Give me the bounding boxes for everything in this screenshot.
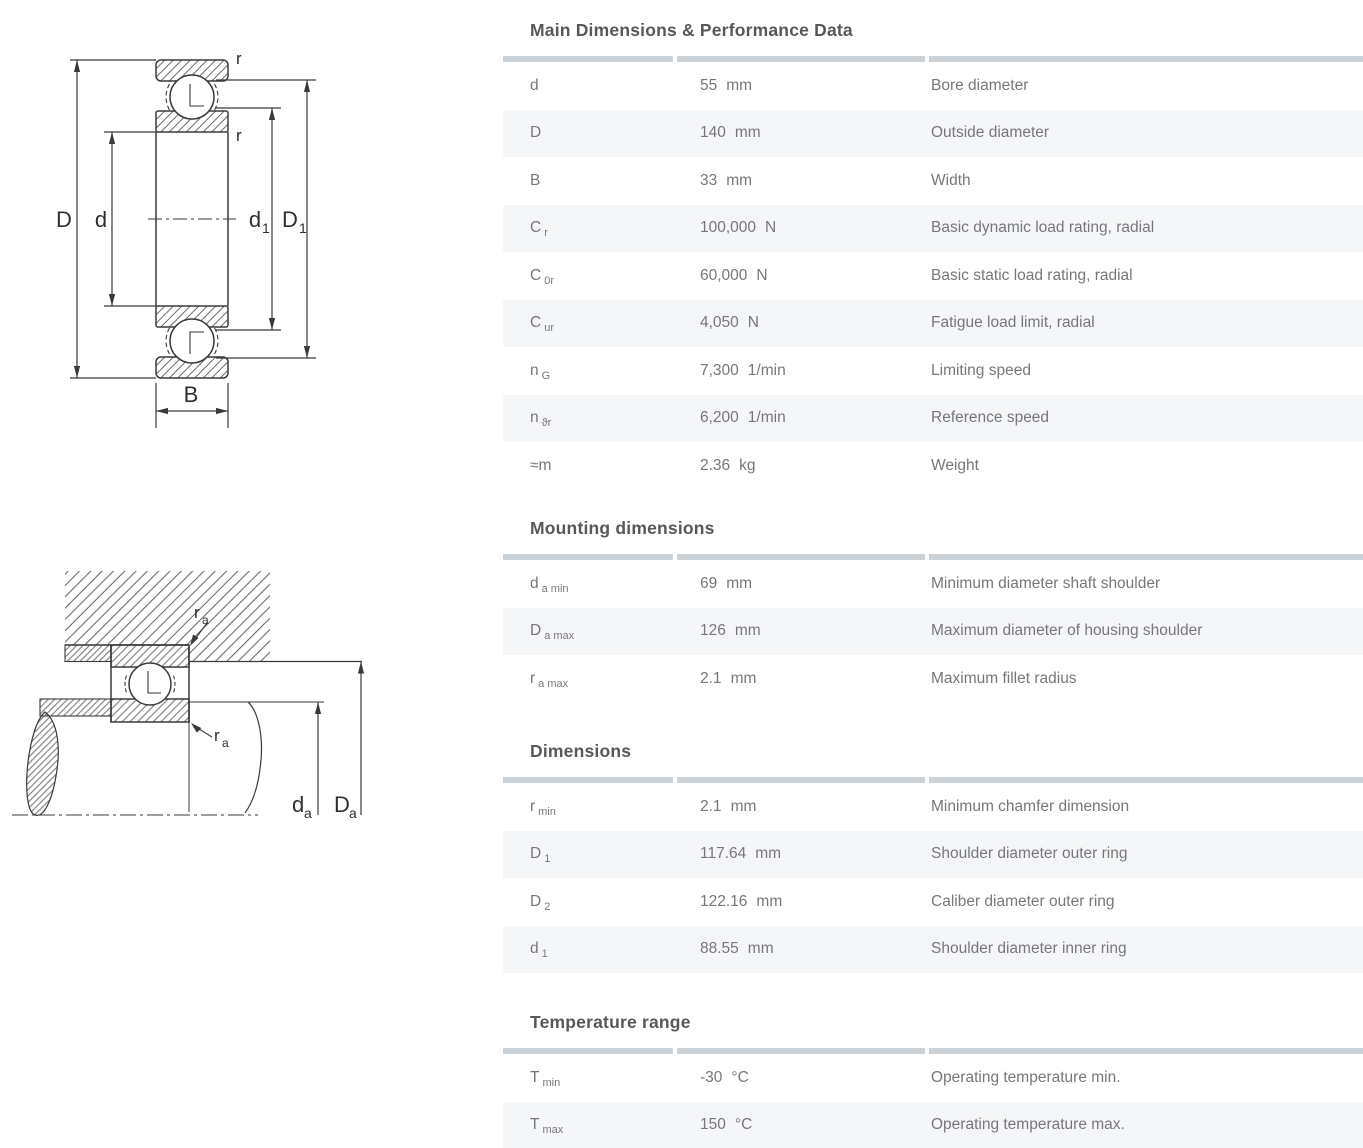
spec-symbol: d $_{a min}$ [530,574,569,595]
spec-description: Reference speed [931,409,1050,427]
spec-description: Weight [931,456,979,474]
header-bar-segment [677,554,925,560]
spec-row [503,300,1363,348]
spec-row [503,395,1363,443]
spec-symbol: C $_{ur}$ [530,314,554,335]
spec-description: Bore diameter [931,76,1029,94]
spec-symbol: C $_{0r}$ [530,266,554,287]
spec-value: 88.55 mm [700,940,774,958]
dim-label-d1: d [248,207,262,232]
spec-row [503,252,1363,300]
spec-description: Basic dynamic load rating, radial [931,219,1155,237]
dim-label-da-sub: a [304,805,312,821]
dim-label-D: D [56,207,72,232]
dim-label-d: d [94,207,108,232]
spec-value: 117.64 mm [700,845,782,863]
spec-row [503,655,1363,703]
section-title: Temperature range [530,1012,691,1032]
spec-symbol: r $_{min}$ [530,797,556,818]
table-header-bar [503,554,1363,560]
spec-description: Width [931,171,971,189]
spec-value: 100,000 N [700,219,777,237]
section-temperature-range [503,1010,1363,1148]
section-mounting-dimensions [503,516,1363,703]
spec-value: 140 mm [700,124,761,142]
header-bar-segment [503,777,673,783]
spec-symbol: n $_G$ [530,361,551,382]
header-bar-segment [503,554,673,560]
header-bar-segment [503,1048,673,1054]
spec-row [503,878,1363,926]
spec-symbol: d [530,76,539,94]
header-bar-segment [503,56,673,62]
spec-description: Maximum diameter of housing shoulder [931,622,1203,640]
section-title: Dimensions [530,741,632,761]
spec-value: 150 °C [700,1116,753,1134]
spec-symbol: n $_{ϑr}$ [530,409,552,430]
dim-label-r-top: r [236,49,242,68]
dim-label-ra-top: r [194,603,200,622]
table-header-bar [503,1048,1363,1054]
spec-value: -30 °C [700,1068,749,1086]
spec-value: 6,200 1/min [700,409,786,427]
spec-row [503,442,1363,490]
spec-description: Basic static load rating, radial [931,266,1133,284]
spec-row [503,205,1363,253]
dim-label-Da: D [334,792,350,817]
spec-value: 2.36 kg [700,456,756,474]
dim-label-Da-sub: a [349,805,357,821]
spec-symbol: T $_{min}$ [530,1068,561,1089]
section-dimensions [503,739,1363,973]
spec-description: Caliber diameter outer ring [931,892,1115,910]
spec-value: 126 mm [700,622,761,640]
spec-description: Outside diameter [931,124,1050,142]
spec-symbol: d $_1$ [530,940,548,961]
spec-symbol: D $_{a max}$ [530,622,575,643]
dim-label-d1-sub: 1 [262,220,270,236]
spec-row [503,62,1363,110]
dim-label-D1-sub: 1 [299,220,307,236]
bearing-mounting-drawing [0,550,420,890]
spec-pane [503,0,1363,1148]
table-header-bar [503,777,1363,783]
header-bar-segment [929,56,1363,62]
spec-description: Shoulder diameter outer ring [931,845,1128,863]
spec-row [503,347,1363,395]
spec-row [503,783,1363,831]
spec-description: Minimum chamfer dimension [931,797,1130,815]
header-bar-segment [929,777,1363,783]
spec-symbol: D $_2$ [530,892,551,913]
spec-value: 2.1 mm [700,669,757,687]
header-bar-segment [677,1048,925,1054]
spec-symbol: C $_r$ [530,219,548,240]
spec-symbol: r $_{a max}$ [530,669,569,690]
table-header-bar [503,56,1363,62]
section-main-dimensions [503,18,1363,490]
spec-description: Operating temperature min. [931,1068,1121,1086]
dim-label-ra-bottom-sub: a [222,736,229,750]
spec-row [503,926,1363,974]
spec-description: Shoulder diameter inner ring [931,940,1127,958]
spec-description: Fatigue load limit, radial [931,314,1095,332]
spec-value: 55 mm [700,76,753,94]
spec-row [503,157,1363,205]
spec-description: Limiting speed [931,361,1031,379]
spec-row [503,608,1363,656]
spec-value: 60,000 N [700,266,768,284]
section-title: Mounting dimensions [530,518,715,538]
spec-value: 2.1 mm [700,797,757,815]
spec-description: Operating temperature max. [931,1116,1125,1134]
spec-row [503,560,1363,608]
spec-symbol: D [530,124,542,142]
dim-label-ra-bottom: r [214,726,220,745]
spec-value: 7,300 1/min [700,361,786,379]
spec-symbol: ≈m [530,456,552,474]
spec-value: 33 mm [700,171,753,189]
header-bar-segment [677,777,925,783]
header-bar-segment [677,56,925,62]
dim-label-B: B [183,382,199,407]
dim-label-D1: D [282,207,298,232]
spec-row [503,1102,1363,1148]
header-bar-segment [929,554,1363,560]
spec-row [503,110,1363,158]
dim-label-da: d [292,792,305,817]
spec-value: 122.16 mm [700,892,783,910]
spec-row [503,831,1363,879]
spec-row [503,1054,1363,1102]
spec-symbol: D $_1$ [530,845,551,866]
section-title: Main Dimensions & Performance Data [530,20,853,40]
spec-symbol: T $_{max}$ [530,1116,564,1137]
spec-value: 69 mm [700,574,753,592]
spec-description: Maximum fillet radius [931,669,1077,687]
dim-label-ra-top-sub: a [202,613,209,627]
spec-description: Minimum diameter shaft shoulder [931,574,1161,592]
dim-label-r-mid: r [236,126,242,145]
spec-value: 4,050 N [700,314,759,332]
header-bar-segment [929,1048,1363,1054]
bearing-cross-section-drawing [0,0,430,470]
spec-symbol: B [530,171,541,189]
